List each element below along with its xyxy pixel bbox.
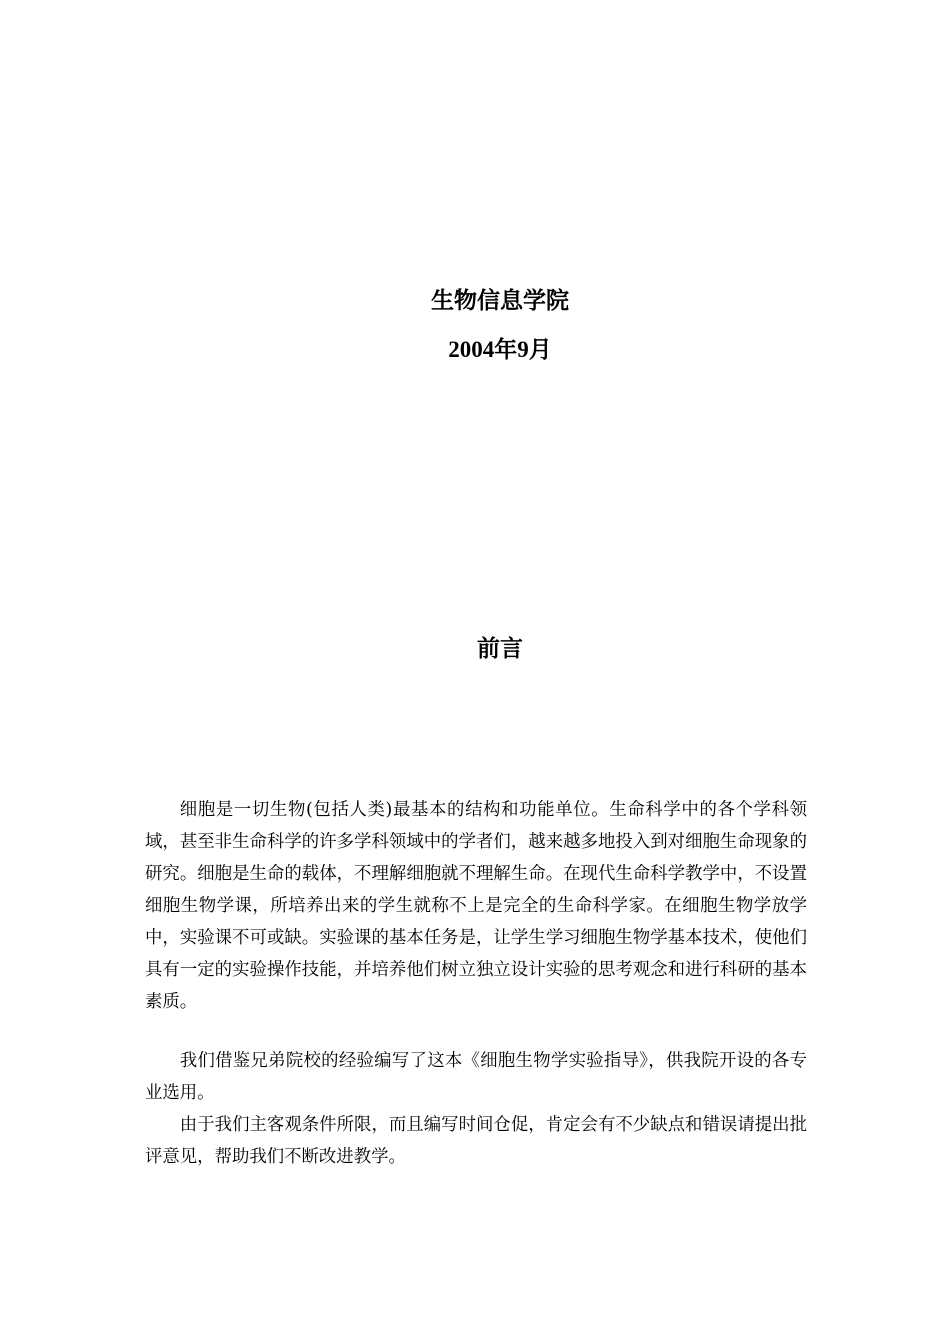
preface-paragraph-3-block [145, 1109, 807, 1173]
preface-paragraph: 由于我们主客观条件所限，而且编写时间仓促，肯定会有不少缺点和错误请提出批评意见，帮助我们不断改进教学。 [145, 1115, 807, 1167]
preface-paragraph-1-block [145, 794, 807, 1018]
preface-heading: 前言 [477, 635, 523, 662]
institution-name: 生物信息学院 [431, 287, 569, 314]
preface-paragraph: 我们借鉴兄弟院校的经验编写了这本《细胞生物学实验指导》，供我院开设的各专业选用。 [145, 1051, 807, 1103]
preface-paragraph-2-block [145, 1045, 807, 1109]
preface-paragraph: 细胞是一切生物(包括人类)最基本的结构和功能单位。生命科学中的各个学科领域，甚至非生命科学的许多学科领域中的学者们，越来越多地投入到对细胞生命现象的研究。细胞是生命的载体，不理解细胞就不理解生命。在现代生命科学教学中，不设置细胞生物学课，所培养出来的学生就称不上是完全的生命科学家。在细胞生物学放学中，实验课不可或缺。实验课的基本任务是，让学生学习细胞生物学基本技术，使他们具有一定的实验操作技能，并培养他们树立独立设计实验的思考观念和进行科研的基本素质。 [145, 800, 807, 1012]
publication-date: 2004年9月 [448, 337, 552, 362]
